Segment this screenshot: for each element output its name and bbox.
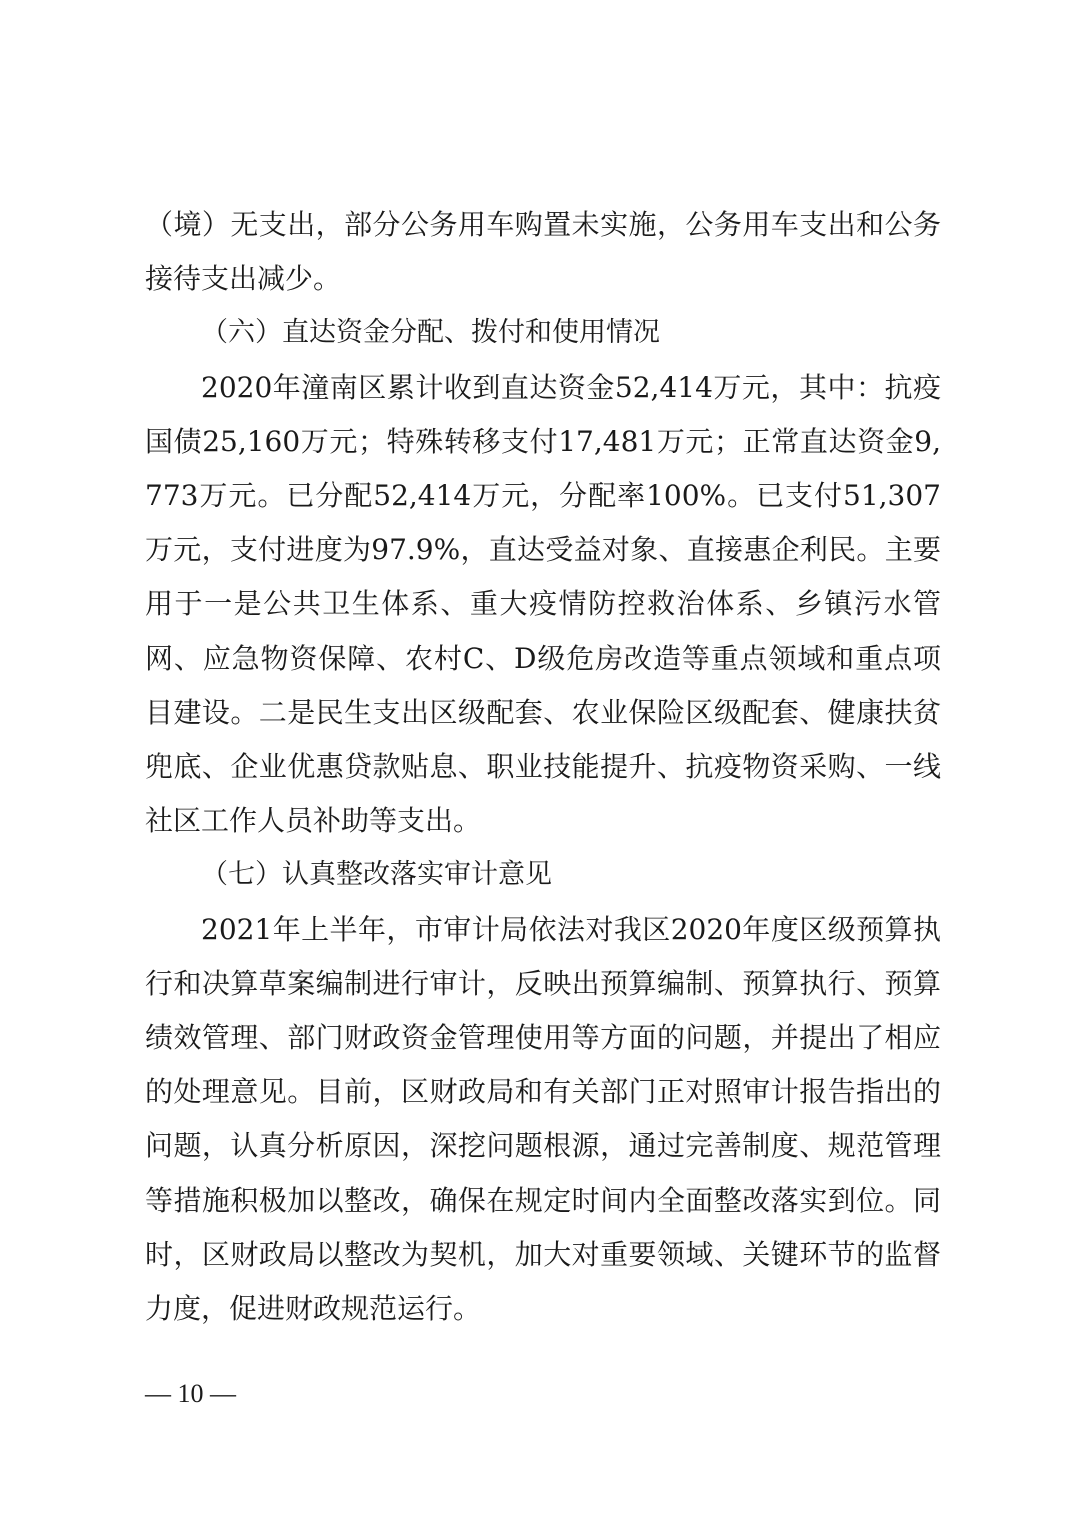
- section-7-paragraph: 2021年上半年，市审计局依法对我区2020年度区级预算执行和决算草案编制进行审计，反映出预算编制、预算执行、预算绩效管理、部门财政资金管理使用等方面的问题，并提出了相应的处理意见。目前，区财政局和有关部门正对照审计报告指出的问题，认真分析原因，深挖问题根源，通过完善制度、规范管理等措施积极加以整改，确保在规定时间内全面整改落实到位。同时，区财政局以整改为契机，加大对重要领域、关键环节的监督力度，促进财政规范运行。: [145, 912, 941, 1326]
- section-6-paragraph: 2020年潼南区累计收到直达资金52,414万元，其中：抗疫国债25,160万元；特殊转移支付17,481万元；正常直达资金9,773万元。已分配52,414万元，分配率100%。已支付51,307万元，支付进度为97.9%，直达受益对象、直接惠企利民。主要用于一是公共卫生体系、重大疫情防控救治体系、乡镇污水管网、应急物资保障、农村C、D级危房改造等重点领域和重点项目建设。二是民生支出区级配套、农业保险区级配套、健康扶贫兜底、企业优惠贷款贴息、职业技能提升、抗疫物资采购、一线社区工作人员补助等支出。: [145, 370, 941, 838]
- continuation-paragraph: （境）无支出，部分公务用车购置未实施，公务用车支出和公务接待支出减少。: [145, 208, 941, 296]
- page-number: — 10 —: [145, 1379, 236, 1408]
- section-heading-6: （六）直达资金分配、拨付和使用情况: [201, 317, 660, 349]
- document-body: [145, 198, 941, 1336]
- section-heading-7: （七）认真整改落实审计意见: [201, 859, 552, 891]
